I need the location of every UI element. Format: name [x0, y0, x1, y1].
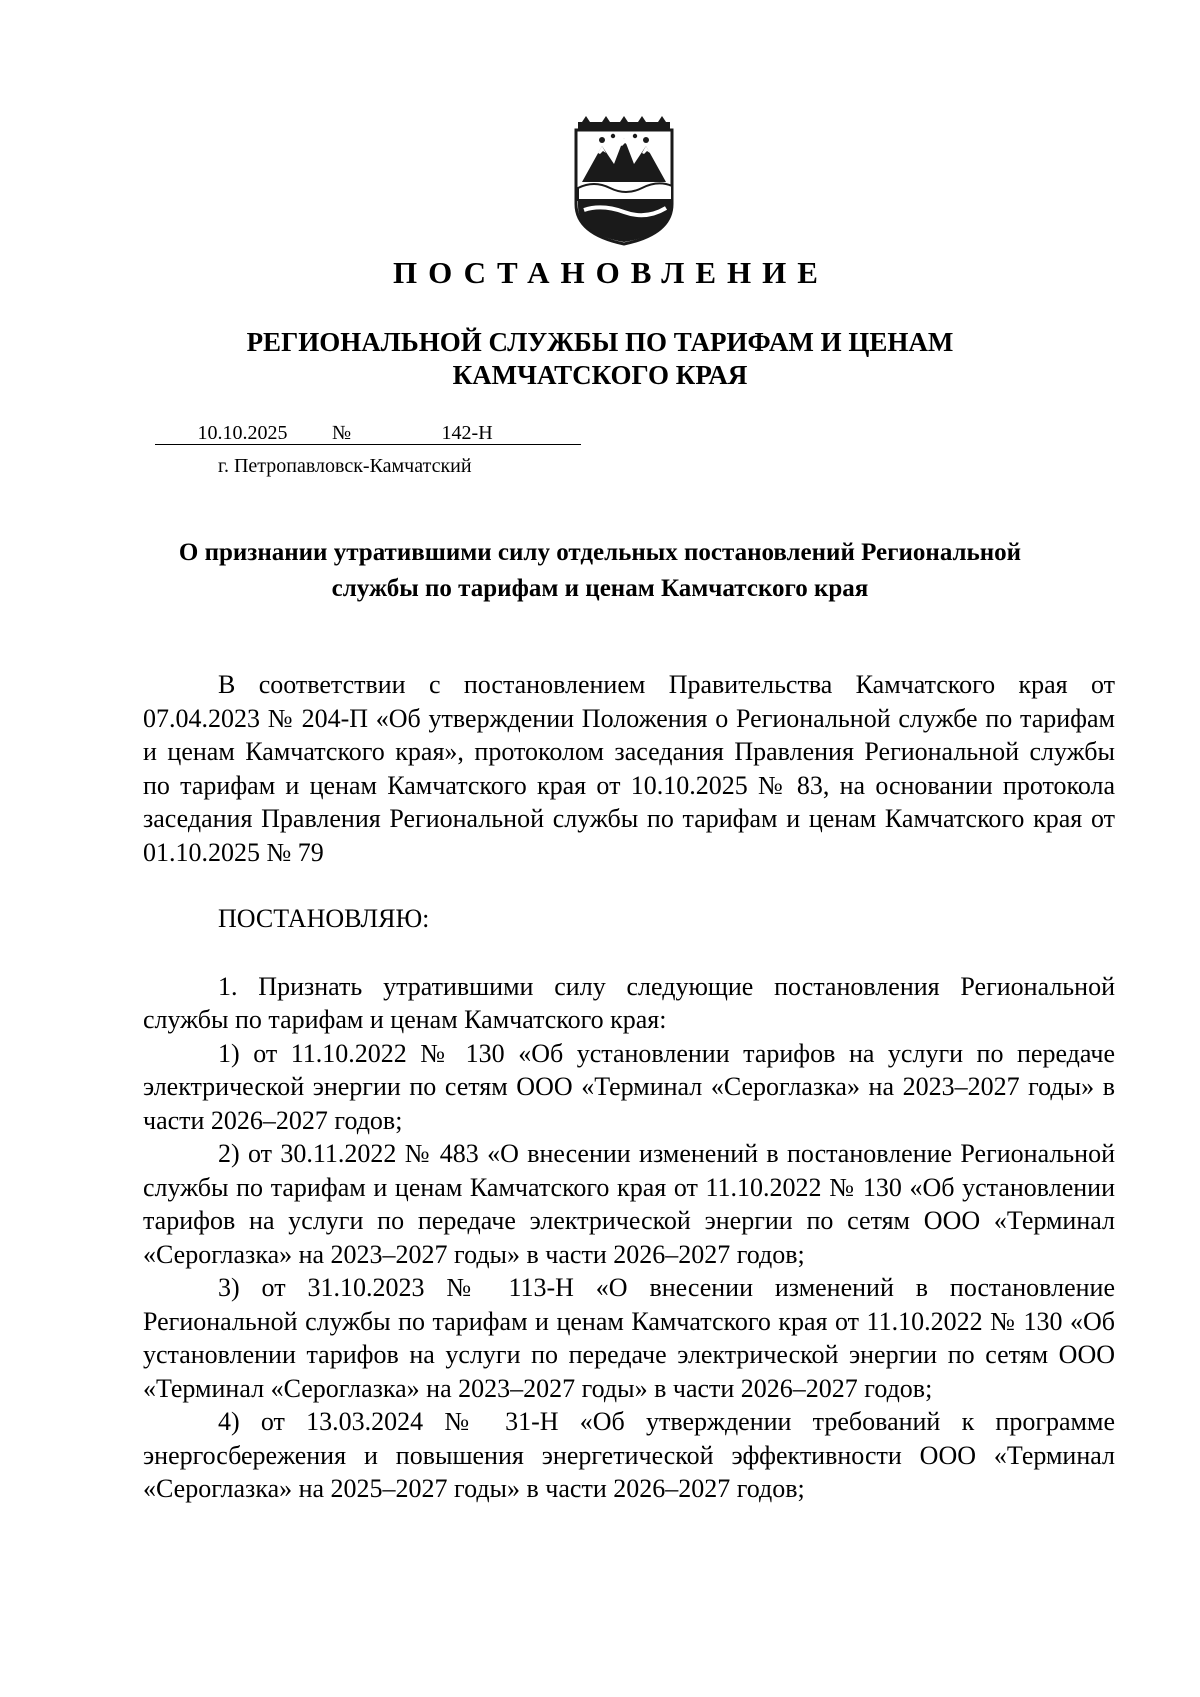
decree-word: ПОСТАНОВЛЯЮ: — [218, 904, 430, 933]
preamble-paragraph: В соответствии с постановлением Правительства Камчатского края от 07.04.2023 № 204-П «Об утверждении Положения о Региональной службе по тарифам и ценам Камчатского края», протоколом заседания Правления Региональной службы по тарифам и ценам Камчатского края от 10.10.2025 № 83, на основании протокола заседания Правления Региональной службы по тарифам и ценам Камчатского края от 01.10.2025 № 79 — [143, 670, 1115, 867]
document-title: ПОСТАНОВЛЕНИЕ — [393, 255, 829, 290]
subject-line-2: службы по тарифам и ценам Камчатского края — [331, 575, 869, 602]
list-item: 4) от 13.03.2024 № 31-Н «Об утверждении требований к программе энергосбережения и повышения энергетической эффективности ООО «Терминал «Сероглазка» на 2025–2027 годы» в части 2026–2027 годов; — [143, 1407, 1115, 1503]
document-body — [143, 668, 1115, 1506]
organization-name-line-2: КАМЧАТСКОГО КРАЯ — [452, 360, 748, 390]
list-item: 2) от 30.11.2022 № 483 «О внесении изменений в постановление Региональной службы по тарифам и ценам Камчатского края от 11.10.2022 № 130 «Об установлении тарифов на услуги по передаче электрической энергии по сетям ООО «Терминал «Сероглазка» на 2023–2027 годы» в части 2026–2027 годов; — [143, 1139, 1115, 1269]
date-number-row — [155, 422, 581, 448]
document-number: 142-Н — [353, 422, 581, 445]
list-item: 1) от 11.10.2022 № 130 «Об установлении тарифов на услуги по передаче электрической энергии по сетям ООО «Терминал «Сероглазка» на 2023–2027 годы» в части 2026–2027 годов; — [143, 1038, 1115, 1135]
document-subject — [120, 535, 1080, 607]
city-name: г. Петропавловск-Камчатский — [218, 455, 472, 477]
kamchatka-coat-of-arms-icon — [572, 116, 676, 246]
clause-1: 1. Признать утратившими силу следующие постановления Региональной службы по тарифам и ценам Камчатского края: — [143, 971, 1115, 1034]
organization-name-line-1: РЕГИОНАЛЬНОЙ СЛУЖБЫ ПО ТАРИФАМ И ЦЕНАМ — [246, 327, 954, 357]
document-date: 10.10.2025 — [155, 422, 330, 445]
number-sign: № — [332, 422, 352, 444]
list-item: 3) от 31.10.2023 № 113-Н «О внесении изменений в постановление Региональной службы по тарифам и ценам Камчатского края от 11.10.2022 № 130 «Об установлении тарифов на услуги по передаче электрической энергии по сетям ООО «Терминал «Сероглазка» на 2023–2027 годы» в части 2026–2027 годов; — [143, 1273, 1115, 1403]
subject-line-1: О признании утратившими силу отдельных постановлений Региональной — [178, 539, 1022, 566]
